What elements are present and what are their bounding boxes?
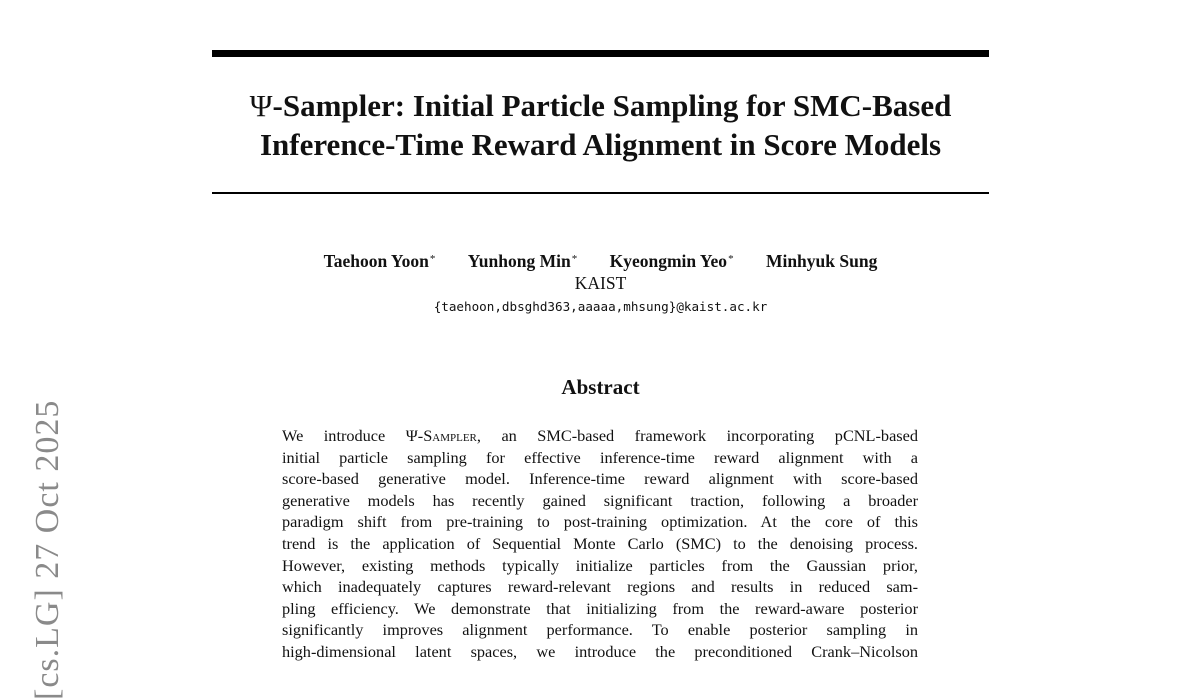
title-line-1 (212, 86, 989, 125)
abstract-heading: Abstract (561, 375, 640, 399)
author (610, 248, 734, 272)
abstract-line-prefix: We introduce Ψ- (282, 426, 424, 445)
arxiv-side-stamp: [cs.LG] 27 Oct 2025 (29, 399, 66, 700)
author-name: Taehoon Yoon (323, 251, 429, 271)
author-name: Kyeongmin Yeo (609, 251, 728, 271)
title-line-1-text: -Sampler: Initial Particle Sampling for SMC-Based (272, 88, 952, 123)
abstract-line: generative models has recently gained significant traction, following a broader (282, 490, 918, 510)
author (324, 248, 436, 272)
abstract-body (282, 425, 918, 663)
paper-title (212, 86, 989, 164)
author-list (212, 248, 989, 272)
affiliation: KAIST (574, 273, 627, 293)
equal-contribution-mark: * (571, 253, 578, 265)
author (766, 250, 877, 272)
abstract-line: which inadequately captures reward-relevant regions and results in reduced sam- (282, 577, 918, 597)
abstract-line: high-dimensional latent spaces, we introduce the preconditioned Crank–Nicolson (282, 641, 918, 661)
abstract-line: However, existing methods typically initialize particles from the Gaussian prior, (282, 555, 918, 575)
abstract-line-suffix: , an SMC-based framework incorporating pCNL-based (476, 426, 918, 445)
abstract-line: pling efficiency. We demonstrate that initializing from the reward-aware posterior (282, 598, 918, 618)
author-name: Minhyuk Sung (765, 251, 878, 271)
author-name: Yunhong Min (467, 251, 571, 271)
author (468, 248, 577, 272)
author-emails[interactable]: {taehoon,dbsghd363,aaaaa,mhsung}@kaist.ac.kr (433, 299, 768, 314)
equal-contribution-mark: * (728, 253, 734, 265)
equal-contribution-mark: * (429, 253, 436, 265)
title-psi-symbol: Ψ (249, 88, 273, 123)
title-bottom-rule (212, 192, 989, 194)
title-line-2: Inference-Time Reward Alignment in Score Models (259, 127, 942, 162)
abstract-line: significantly improves alignment performance. To enable posterior sampling in (282, 620, 918, 640)
abstract-line: paradigm shift from pre-training to post-training optimization. At the core of this (282, 512, 918, 532)
abstract-line: score-based generative model. Inference-time reward alignment with score-based (282, 469, 918, 489)
abstract-line: trend is the application of Sequential Monte Carlo (SMC) to the denoising process. (282, 533, 918, 553)
abstract-line (282, 425, 918, 447)
method-name: Sampler (423, 426, 477, 445)
abstract-line: initial particle sampling for effective inference-time reward alignment with a (282, 447, 918, 467)
title-top-rule (212, 50, 989, 57)
